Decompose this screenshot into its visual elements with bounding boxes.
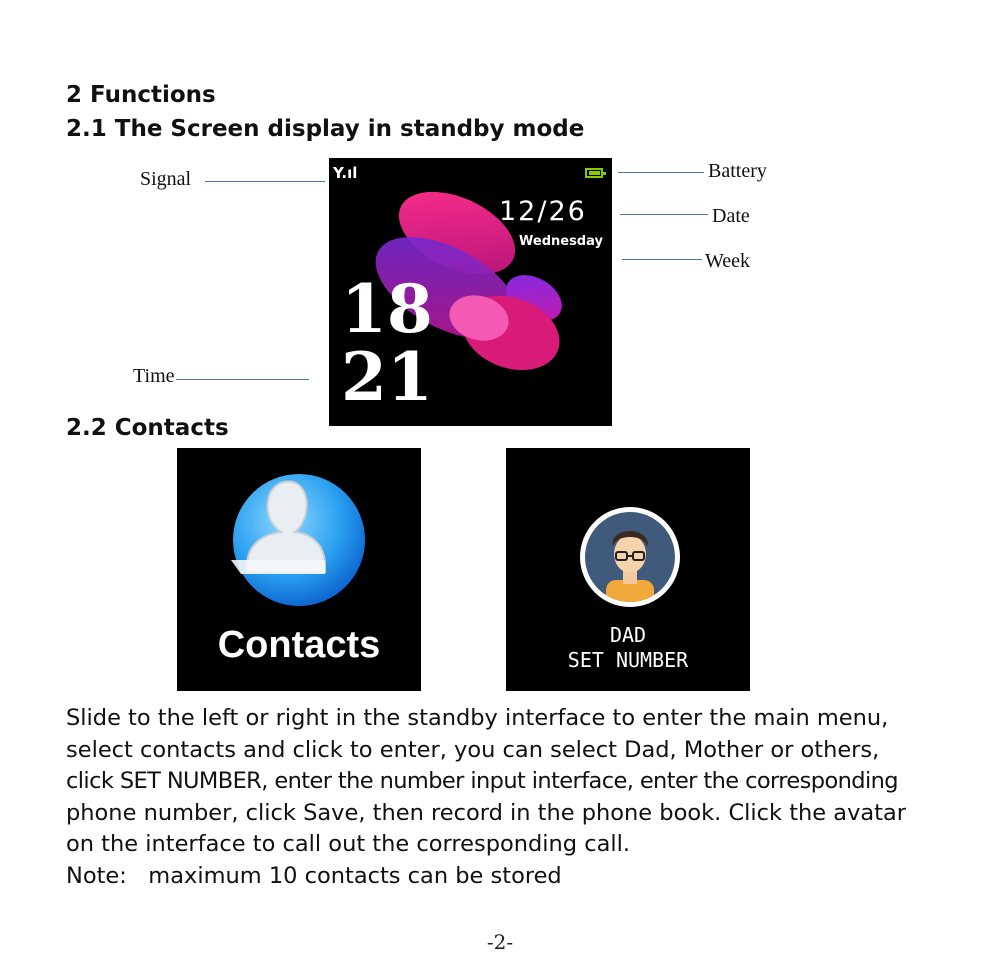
instructions-line: on the interface to call out the corresponding call. bbox=[66, 831, 631, 857]
instructions-line: click SET NUMBER, enter the number input interface, enter the corresponding bbox=[66, 768, 898, 794]
callout-line-battery bbox=[618, 172, 704, 173]
note-line: Note: maximum 10 contacts can be stored bbox=[66, 862, 562, 889]
callout-line-signal bbox=[205, 181, 325, 182]
page-number: -2- bbox=[486, 930, 514, 954]
watch-minute: 21 bbox=[341, 338, 433, 416]
callout-battery: Battery bbox=[708, 160, 767, 182]
instructions-line: Slide to the left or right in the standby interface to enter the main menu, bbox=[66, 705, 889, 731]
callout-line-week bbox=[622, 259, 702, 260]
contact-name: DAD bbox=[609, 623, 647, 647]
callout-line-time bbox=[176, 379, 309, 380]
contact-detail-screen bbox=[506, 448, 750, 691]
watch-date: 12/26 bbox=[499, 196, 587, 227]
contacts-app-screen[interactable] bbox=[177, 448, 421, 691]
section-heading-functions: 2 Functions bbox=[66, 82, 216, 108]
watch-weekday: Wednesday bbox=[519, 234, 603, 249]
section-heading-standby: 2.1 The Screen display in standby mode bbox=[66, 116, 585, 142]
signal-icon: Y.ıl bbox=[333, 164, 358, 182]
set-number-button[interactable]: SET NUMBER bbox=[567, 648, 689, 672]
callout-week: Week bbox=[705, 250, 751, 272]
callout-line-date bbox=[620, 214, 708, 215]
instructions-paragraph bbox=[66, 703, 966, 892]
watch-standby-screen bbox=[329, 158, 612, 426]
contacts-app-label: Contacts bbox=[217, 624, 381, 666]
battery-icon bbox=[585, 168, 603, 178]
instructions-line: select contacts and click to enter, you can select Dad, Mother or others, bbox=[66, 736, 880, 763]
instructions-line: phone number, click Save, then record in the phone book. Click the avatar bbox=[66, 799, 907, 826]
callout-date: Date bbox=[712, 205, 750, 227]
section-heading-contacts: 2.2 Contacts bbox=[66, 415, 229, 441]
callout-time: Time bbox=[133, 365, 175, 387]
watch-hour: 18 bbox=[341, 270, 433, 348]
callout-signal: Signal bbox=[140, 168, 192, 190]
